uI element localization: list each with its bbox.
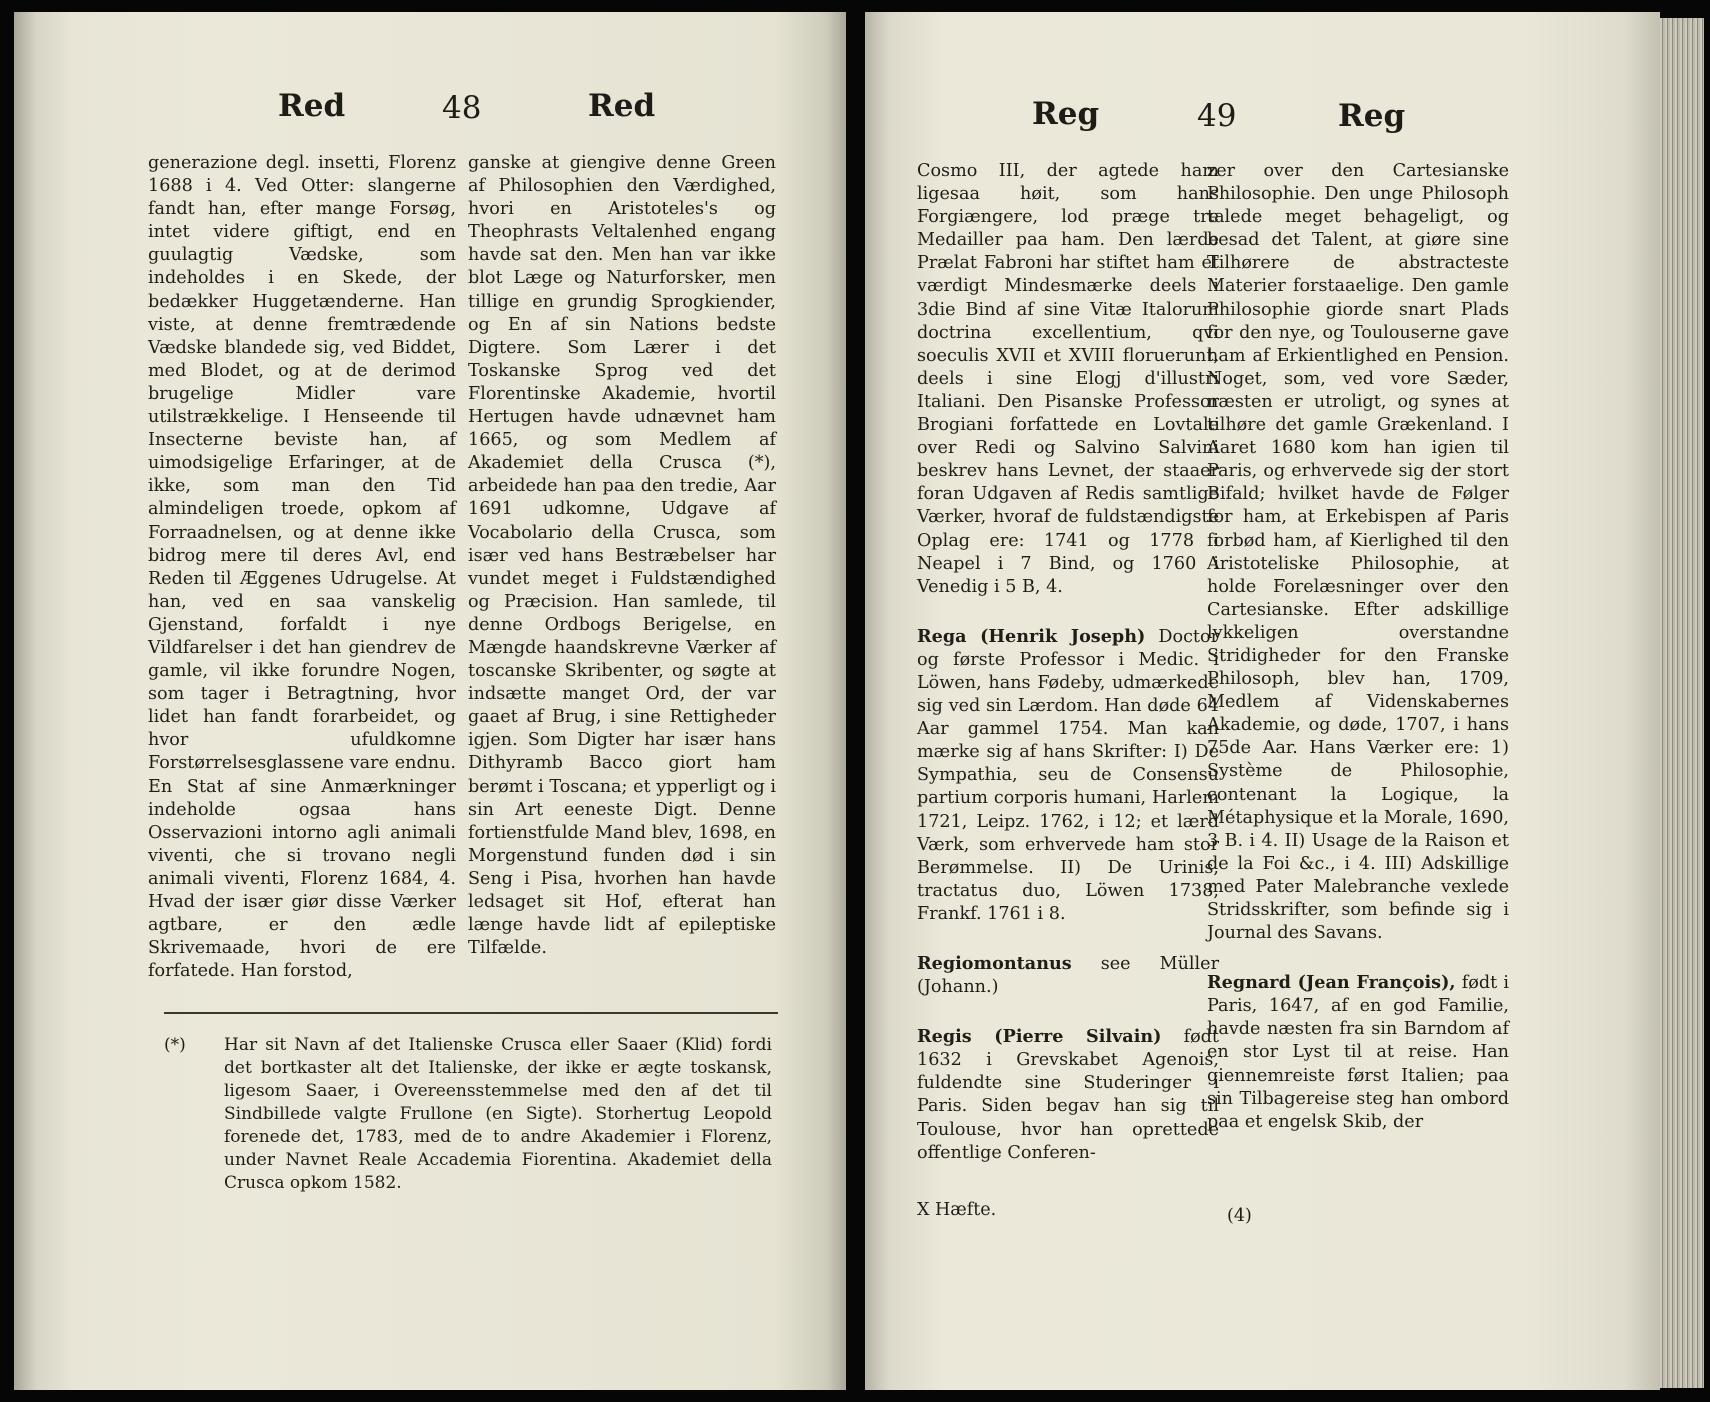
running-head-left: Reg	[1032, 96, 1100, 132]
entry-body: født i Paris, 1647, af en god Familie, havde næsten fra sin Barndom af en stor Lyst til at reise. Han giennemreiste først Italien; paa sin Tilbagereise steg han ombord paa et engelsk Skib, der	[1207, 973, 1510, 1132]
entry-body: født 1632 i Grevskabet Agenois, fuldendte sine Studeringer i Paris. Siden begav han sig til Toulouse, hvor han oprettede offentlige Conferen-	[917, 1027, 1219, 1163]
page-number: 48	[442, 90, 482, 126]
right-page	[865, 12, 1660, 1390]
entry-body: see Müller (Johann.)	[917, 954, 1219, 998]
entry-body: Doctor og første Professor i Medic. i Löwen, hans Fødeby, udmærkede sig ved sin Lærdom. Han døde 64 Aar gammel 1754. Man kan mærke sig af hans Skrifter: I) De Sympathia, seu de Consensu partium corporis humani, Harlem 1721, Leipz. 1762, i 12; et lærd Værk, som erhvervede ham stor Berømmelse. II) De Urinis, tractatus duo, Löwen 1738, Frankf. 1761 i 8.	[917, 626, 1219, 924]
running-head-right: Red	[588, 88, 656, 124]
column-text: ganske at giengive denne Green af Philosophien den Værdighed, hvori en Aristoteles's og Theophrasts Veltalenhed engang havde sat den. Men han var ikke blot Læge og Naturforsker, men tillige en grundig Sprogkiender, og En af sin Nations bedste Digtere. Som Lærer i det Toskanske Sprog ved det Florentinske Akademie, hvortil Hertugen havde udnævnet ham 1665, og som Medlem af Akademiet della Crusca (*), arbeidede han paa den tredie, Aar 1691 udkomne, Udgave af Vocabolario della Crusca, som især ved hans Bestræbelser har vundet meget i Fuldstændighed og Præcision. Han samlede, til denne Ordbogs Berigelse, en Mængde haandskrevne Værker af toscanske Skribenter, og søgte at indsætte manget Ord, der var gaaet af Brug, i sine Rettigheder igjen. Som Digter har især hans Dithyramb Bacco giort ham berømt i Toscana; et ypperligt og i sin Art eeneste Digt. Denne fortienstfulde Mand blev, 1698, en Morgenstund funden død i sin Seng i Pisa, hvorhen han havde ledsaget sit Hof, efterat han længe havde lidt af epileptiske Tilfælde.	[468, 153, 776, 959]
entry-headword: Regiomontanus	[917, 953, 1072, 974]
column-text: zer over den Cartesianske Philosophie. Den unge Philosoph talede meget behageligt, og besad det Talent, at giøre sine Tilhørere de abstracteste Materier forstaaelige. Den gamle Philosophie giorde snart Plads for den nye, og Toulouserne gave ham af Erkientlighed en Pension. Noget, som, ved vore Sæder, næsten er utroligt, og synes at tilhøre det gamle Grækenland. I Aaret 1680 kom han igien til Paris, og erhvervede sig der stort Bifald; hvilket havde de Følger for ham, at Erkebispen af Paris forbød ham, af Kierlighed til den Aristoteliske Philosophie, at holde Forelæsninger over den Cartesianske. Efter adskillige lykkeligen overstandne Stridigheder for den Franske Philosoph, blev han, 1709, Medlem af Videnskabernes Akademie, og døde, 1707, i hans 75de Aar. Hans Værker ere: 1) Système de Philosophie, contenant la Logique, la Métaphysique et la Morale, 1690, 3 B. i 4. II) Usage de la Raison et de la Foi &c., i 4. III) Adskillige med Pater Malebranche vexlede Stridsskrifter, som befinde sig i Journal des Savans.	[1207, 161, 1509, 944]
footnote-marker: (*)	[164, 1035, 186, 1055]
text-column-1	[148, 152, 456, 983]
left-page	[14, 12, 846, 1390]
catchword: (4)	[1227, 1206, 1252, 1226]
text-column-2	[468, 152, 776, 960]
page-edges	[1660, 18, 1704, 1388]
book-gutter	[846, 0, 865, 1402]
running-head-left: Red	[278, 88, 346, 124]
entry-regnard	[1207, 971, 1509, 1134]
column-intro-text: Cosmo III, der agtede ham ligesaa høit, som hans Forgiængere, lod præge tre Medailler paa ham. Den lærde Prælat Fabroni har stiftet ham et værdigt Mindesmærke deels i 3die Bind af sine Vitæ Italorum doctrina excellentium, qvi soeculis XVII et XVIII floruerunt, deels i sine Elogj d'illustri Italiani. Den Pisanske Professor Brogiani forfattede en Lovtale over Redi og Salvino Salvini beskrev hans Levnet, der staaer foran Udgaven af Redis samtlige Værker, hvoraf de fuldstændigste Oplag ere: 1741 og 1778 i Neapel i 7 Bind, og 1760 i Venedig i 5 B, 4.	[917, 161, 1219, 597]
text-column-2	[1207, 160, 1509, 1134]
page-number: 49	[1197, 98, 1237, 134]
column-text: generazione degl. insetti, Florenz 1688 i 4. Ved Otter: slangerne fandt han, efter mange Forsøg, intet videre giftigt, end en guulagtig Vædske, som indeholdes i en Skede, der bedækker Huggetænderne. Han viste, at denne fremtrædende Vædske blandede sig, ved Biddet, med Blodet, og at de derimod brugelige Midler vare utilstrækkelige. I Henseende til Insecterne beviste han, af uimodsigelige Erfaringer, at de ikke, som man den Tid almindeligen troede, opkom af Forraadnelsen, og at denne ikke bidrog mere til deres Avl, end Reden til Æggenes Udrugelse. At han, ved en saa vanskelig Gjenstand, forfaldt i nye Vildfarelser i det han giendrev de gamle, vil ikke forundre Nogen, som tager i Betragtning, hvor lidet han fandt forarbeidet, og hvor ufuldkomne Forstørrelsesglassene vare endnu. En Stat af sine Anmærkninger indeholde ogsaa hans Osservazioni intorno agli animali viventi, che si trovano negli animali viventi, Florenz 1684, 4. Hvad der især giør disse Værker agtbare, er den ædle Skrivemaade, hvori de ere forfatede. Han forstod,	[148, 153, 456, 982]
running-head-right: Reg	[1338, 98, 1406, 134]
entry-headword: Regnard (Jean François),	[1207, 972, 1456, 994]
text-column-1	[917, 160, 1219, 1165]
entry-regis	[917, 1025, 1219, 1165]
entry-rega	[917, 625, 1219, 926]
footnote-text: Har sit Navn af det Italienske Crusca eller Saaer (Klid) fordi det bortkaster alt det Italienske, der ikke er ægte toskansk, ligesom Saaer, i Overeensstemmelse med den af det til Sindbillede valgte Frullone (en Sigte). Storhertug Leopold forenede det, 1783, med de to andre Akademier i Florenz, under Navnet Reale Accademia Fiorentina. Akademiet della Crusca opkom 1582.	[224, 1035, 772, 1193]
entry-headword: Rega (Henrik Joseph)	[917, 625, 1146, 647]
footnote-rule	[164, 1012, 778, 1014]
signature-mark: X Hæfte.	[917, 1200, 997, 1220]
entry-headword: Regis (Pierre Silvain)	[917, 1026, 1162, 1048]
entry-regiomontanus	[917, 952, 1219, 999]
